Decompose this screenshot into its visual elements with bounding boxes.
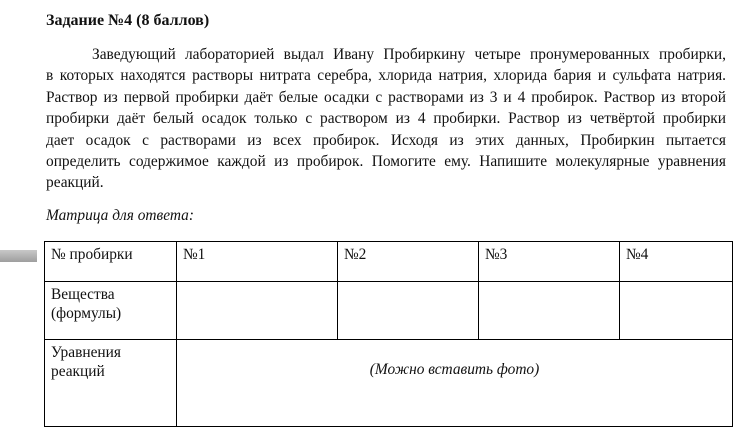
substance-cell-1[interactable] xyxy=(177,282,338,340)
task-description xyxy=(46,44,726,194)
task-line: в которых находятся растворы нитрата серебра, хлорида натрия, хлорида бария и сульфата натрия. xyxy=(46,67,726,85)
equations-label: Уравнения реакций xyxy=(45,340,177,427)
matrix-caption: Матрица для ответа: xyxy=(46,207,194,224)
table-header-row xyxy=(45,242,733,282)
substance-cell-2[interactable] xyxy=(338,282,479,340)
header-tube-3: №3 xyxy=(479,242,620,282)
header-tube-1: №1 xyxy=(177,242,338,282)
task-line: дает осадок с растворами из всех пробирок. Исходя из этих данных, Пробиркин пытается xyxy=(46,131,726,149)
header-tube-4: №4 xyxy=(620,242,733,282)
answer-matrix-table xyxy=(44,241,733,427)
photo-note: (Можно вставить фото) xyxy=(369,361,540,378)
substances-label: Вещества (формулы) xyxy=(45,282,177,340)
task-title: Задание №4 (8 баллов) xyxy=(46,12,210,29)
task-line: Заведующий лабораторией выдал Ивану Пробиркину четыре пронумерованных пробирки, xyxy=(92,46,726,63)
equations-row xyxy=(45,340,733,427)
substance-cell-3[interactable] xyxy=(479,282,620,340)
task-line: определить содержимое каждой из пробирок. Помогите ему. Напишите молекулярные уравнения xyxy=(46,153,726,171)
equations-cell[interactable] xyxy=(177,340,733,427)
header-tube-2: №2 xyxy=(338,242,479,282)
task-line: Раствор из первой пробирки даёт белые осадки с растворами из 3 и 4 пробирок. Раствор из второй xyxy=(46,88,726,106)
substances-row xyxy=(45,282,733,340)
substance-cell-4[interactable] xyxy=(620,282,733,340)
header-tube-number: № пробирки xyxy=(45,242,177,282)
task-line: реакций. xyxy=(46,174,104,192)
task-line: пробирки даёт белый осадок только с раствором из 4 пробирки. Раствор из четвёртой пробирки xyxy=(46,110,726,128)
scroll-marker xyxy=(0,250,37,262)
